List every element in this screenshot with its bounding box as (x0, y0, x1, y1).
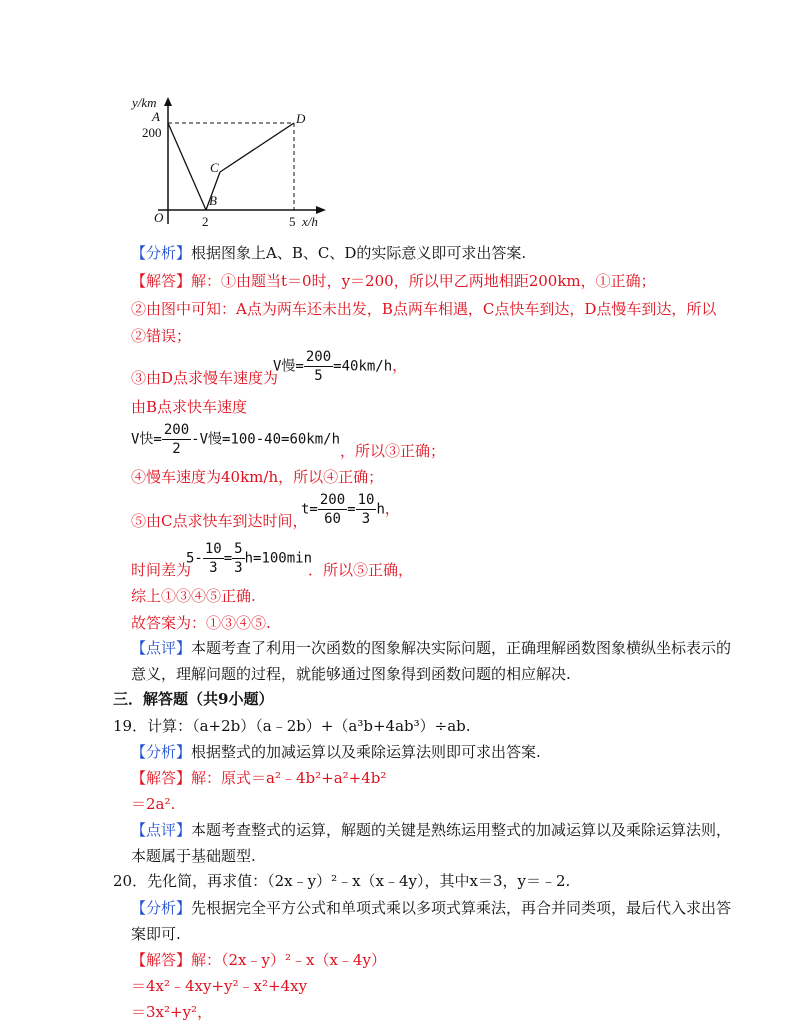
q20-answer-2: ＝4x²﹣4xy+y²﹣x²+4xy (131, 977, 308, 995)
q19-answer-1: 【解答】解：原式＝a²﹣4b²+a²+4b² (131, 769, 387, 787)
answer-1-line1 (131, 271, 656, 291)
analysis-text: 根据图象上A、B、C、D的实际意义即可求出答案. (191, 244, 527, 262)
comment-1-line2: 意义，理解问题的过程，就能够通过图象得到函数问题的相应解决. (131, 665, 571, 683)
point-b-label: B (209, 193, 217, 208)
x-tick-2: 2 (202, 214, 209, 229)
formula-time-diff: 5- $\frac{10}{3}$ = $\frac{5}{3}$ h=100min (186, 541, 313, 576)
q20-number: 20． (113, 872, 148, 890)
q19-text: 计算：（a+2b）（a﹣2b）+（a³b+4ab³）÷ab. (147, 717, 471, 735)
x-axis-label: x/h (302, 214, 318, 229)
q20-analysis-2: 案即可. (131, 925, 181, 943)
q20-analysis-1: 【分析】先根据完全平方公式和单项式乘以多项式算乘法，再合并同类项，最后代入求出答 (131, 899, 732, 917)
section-3-title: 三．解答题（共9小题） (113, 690, 274, 708)
q19-number: 19． (113, 717, 148, 735)
analysis-1 (131, 243, 526, 263)
q19-question (113, 716, 471, 736)
analysis-tag: 【分析】 (131, 244, 192, 262)
segment-ab (168, 123, 206, 210)
formula-arrival-time: t= $\frac{200}{60}$ = $\frac{10}{3}$ h， (301, 492, 400, 527)
formula-fast-speed: V快= $\frac{200}{2}$ -V慢=100-40=60km/h (131, 422, 341, 457)
q20-answer-3: ＝3x²+y²， (131, 1003, 213, 1021)
q20-text: 先化简，再求值：（2x﹣y）²﹣x（x﹣4y），其中x＝3，y＝﹣2. (147, 872, 571, 890)
x-tick-5: 5 (289, 214, 296, 229)
answer-1-line5: 由B点求快车速度 (131, 398, 248, 416)
q19-comment-1: 【点评】本题考查整式的运算，解题的关键是熟练运用整式的加减运算以及乘除运算法则， (131, 821, 732, 839)
y-axis-label: y/km (132, 95, 157, 110)
distance-time-graph (132, 95, 328, 232)
line4-pre: ③由D点求慢车速度为 (131, 369, 279, 387)
answer-1-line2: ②由图中可知：A点为两车还未出发，B点两车相遇，C点快车到达，D点慢车到达，所以 (131, 300, 717, 318)
answer-1-line3: ②错误； (131, 327, 192, 345)
q20-question (113, 871, 570, 891)
comment-tag: 【点评】 (131, 639, 192, 657)
answer-1-line10: 综上①③④⑤正确. (131, 587, 256, 605)
point-a-label: A (152, 109, 160, 124)
answer-1-line8: ⑤由C点求快车到达时间， (131, 512, 308, 530)
y-axis-arrow (164, 97, 172, 106)
y-tick-200: 200 (142, 125, 162, 140)
answer-1-line7: ④慢车速度为40km/h，所以④正确； (131, 468, 384, 486)
origin-label: O (154, 210, 164, 225)
q19-comment-2: 本题属于基础题型. (131, 847, 256, 865)
point-c-label: C (210, 160, 219, 175)
formula-slow-speed: V慢= $\frac{200}{5}$ =40km/h， (273, 349, 408, 384)
answer-1-line4 (131, 368, 278, 388)
answer-1-line11: 故答案为：①③④⑤. (131, 614, 271, 632)
answer-tag: 【解答】 (131, 272, 192, 290)
q20-answer-1: 【解答】解：（2x﹣y）²﹣x（x﹣4y） (131, 951, 386, 969)
comment-1-line1: 【点评】本题考查了利用一次函数的图象解决实际问题，正确理解函数图象横纵坐标表示的 (131, 639, 732, 657)
answer-text-1: 解：①由题当t＝0时，y＝200，所以甲乙两地相距200km，①正确； (191, 272, 656, 290)
point-d-label: D (296, 111, 306, 126)
answer-1-line6: ，所以③正确； (340, 442, 446, 460)
x-axis-arrow (316, 206, 326, 214)
answer-1-line9-post: ．所以⑤正确， (308, 561, 414, 579)
q19-analysis: 【分析】根据整式的加减运算以及乘除运算法则即可求出答案. (131, 743, 541, 761)
segment-cd (220, 123, 294, 172)
answer-1-line9: 时间差为 (131, 561, 192, 579)
q19-answer-2: ＝2a². (131, 795, 176, 813)
